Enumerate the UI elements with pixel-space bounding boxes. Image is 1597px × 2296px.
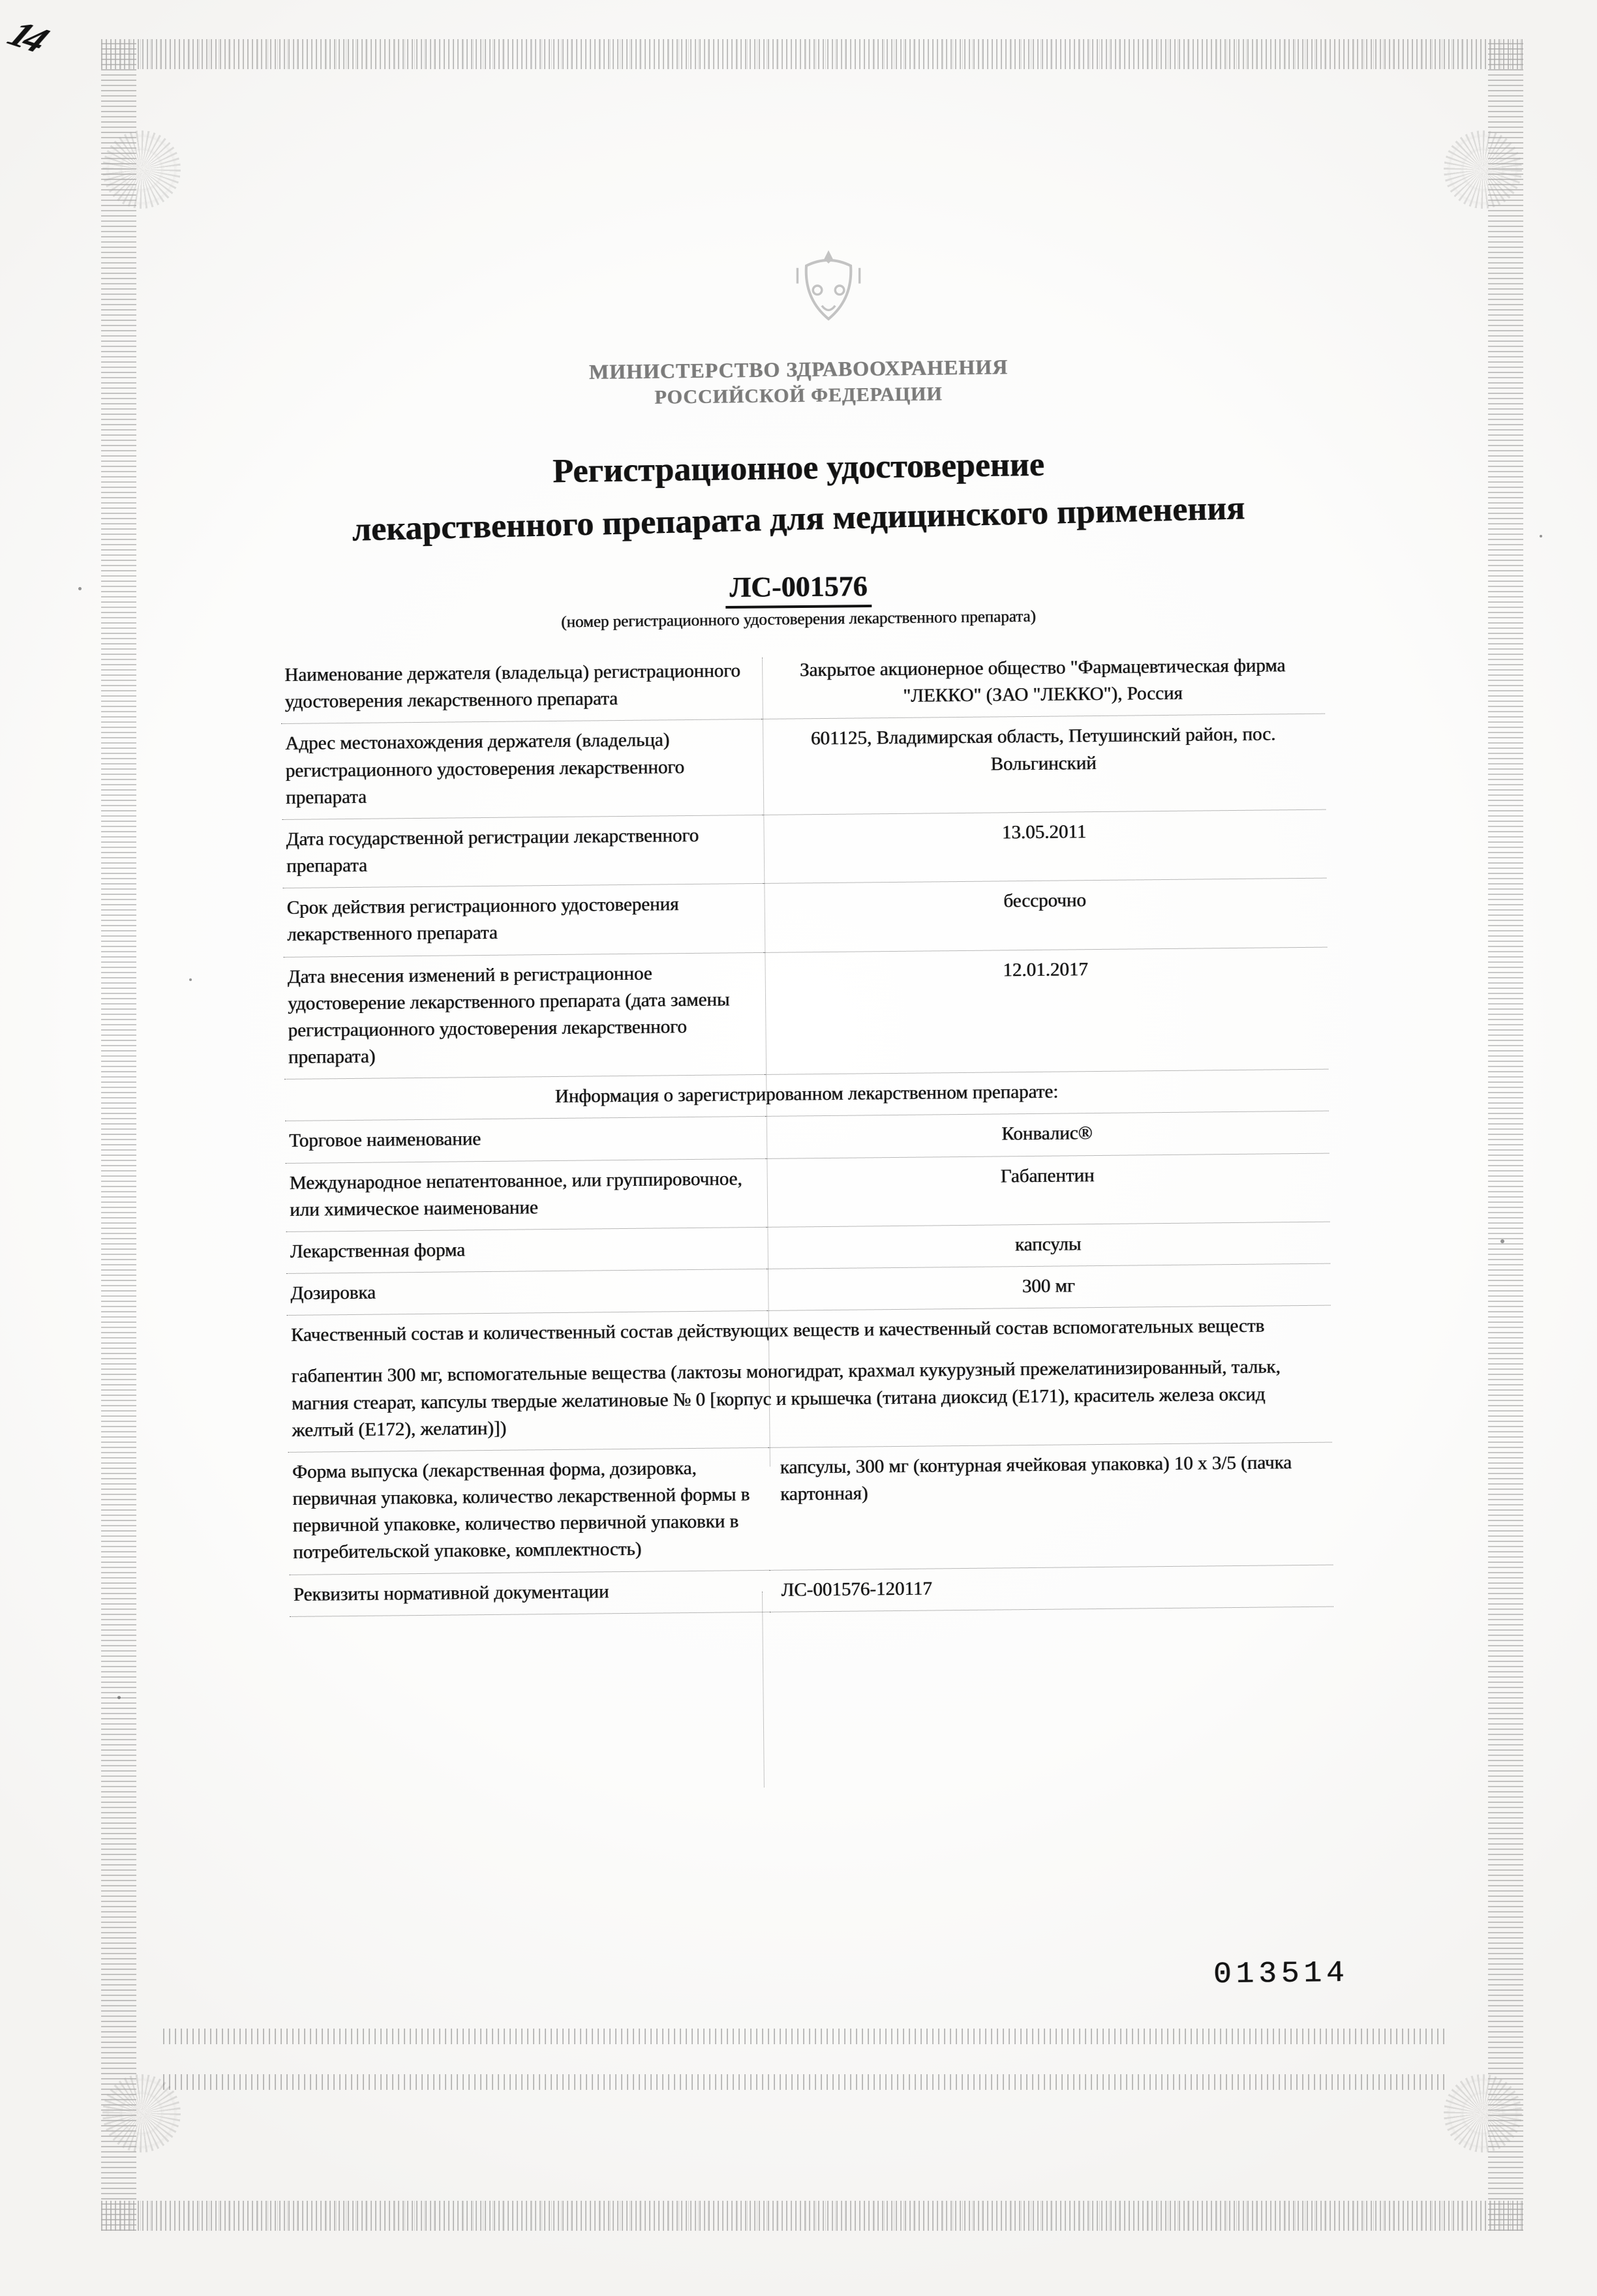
section-heading: Информация о зарегистрированном лекарственном препарате: — [284, 1069, 1329, 1121]
table-column-divider — [762, 1592, 765, 1787]
row-value: бессрочно — [763, 878, 1327, 952]
row-value: капсулы — [766, 1222, 1330, 1269]
table-row — [282, 809, 1326, 888]
table-row — [283, 947, 1328, 1080]
registration-number-caption: (номер регистрационного удостоверения лекарственного препарата) — [561, 607, 1036, 631]
table-row — [281, 714, 1326, 819]
coat-of-arms-icon — [770, 241, 887, 352]
row-label: Лекарственная форма — [286, 1227, 766, 1273]
table-row — [288, 1442, 1333, 1575]
scan-artifact-band — [163, 2074, 1447, 2090]
row-label: Дозировка — [286, 1269, 767, 1315]
row-value: Конвалис® — [765, 1111, 1330, 1158]
composition-heading: Качественный состав и количественный состав действующих веществ и качественный состав вспомогательных веществ — [290, 1315, 1265, 1346]
row-value: 13.05.2011 — [762, 809, 1326, 884]
ministry-line-2: РОССИЙСКОЙ ФЕДЕРАЦИИ — [654, 383, 943, 408]
row-value: капсулы, 300 мг (контурная ячейковая упаковка) 10 х 3/5 (пачка картонная) — [768, 1442, 1333, 1570]
ministry-line-1: МИНИСТЕРСТВО ЗДРАВООХРАНЕНИЯ — [588, 355, 1009, 384]
row-label: Форма выпуска (лекарственная форма, дозировка, первичная упаковка, количество лекарственной формы в первичной упаковке, количество первичной упаковки в потребительской упаковке, комплектность) — [288, 1447, 770, 1575]
row-label: Реквизиты нормативной документации — [290, 1570, 770, 1616]
table-row — [282, 878, 1327, 957]
row-value: Закрытое акционерное общество "Фармацевтическая фирма "ЛЕККО" (ЗАО "ЛЕККО"), Россия — [761, 646, 1325, 719]
row-label: Наименование держателя (владельца) регистрационного удостоверения лекарственного препарата — [281, 651, 761, 724]
row-label: Срок действия регистрационного удостоверения лекарственного препарата — [282, 884, 763, 957]
table-row — [285, 1153, 1330, 1232]
row-value: Габапентин — [765, 1153, 1330, 1228]
row-label: Международное непатентованное, или группировочное, или химическое наименование — [285, 1158, 766, 1231]
serial-number: 013514 — [1213, 1956, 1349, 1992]
page-title: Регистрационное удостоверение — [552, 446, 1045, 491]
row-value: 300 мг — [767, 1263, 1331, 1310]
row-label: Дата государственной регистрации лекарственного препарата — [282, 815, 763, 888]
row-label: Торговое наименование — [285, 1117, 765, 1163]
registration-number-value: ЛС-001576 — [725, 570, 872, 609]
row-label: Адрес местонахождения держателя (владельца) регистрационного удостоверения лекарственного препарата — [281, 719, 762, 820]
handwritten-annotation: 14 — [1, 12, 53, 60]
row-value: 601125, Владимирская область, Петушинский район, пос. Вольгинский — [761, 714, 1326, 815]
row-value: 12.01.2017 — [763, 947, 1328, 1075]
table-row — [281, 646, 1325, 724]
scan-artifact-band — [163, 2029, 1447, 2044]
composition-text-row — [287, 1347, 1331, 1452]
certificate-data-table — [281, 646, 1333, 1617]
row-label: Дата внесения изменений в регистрационное удостоверение лекарственного препарата (дата замены регистрационного удостоверения лекарственного препарата) — [283, 952, 765, 1080]
page-subtitle: лекарственного препарата для медицинского применения — [352, 489, 1245, 549]
row-value: ЛС-001576-120117 — [769, 1565, 1333, 1612]
composition-text: габапентин 300 мг, вспомогательные вещества (лактозы моногидрат, крахмал кукурузный прежелатинизированный, тальк, магния стеарат, капсулы твердые желатиновые № 0 [корпус и крышечка (титана диоксид (Е171), краситель железа оксид желтый (Е172), желатин)]) — [287, 1347, 1331, 1452]
